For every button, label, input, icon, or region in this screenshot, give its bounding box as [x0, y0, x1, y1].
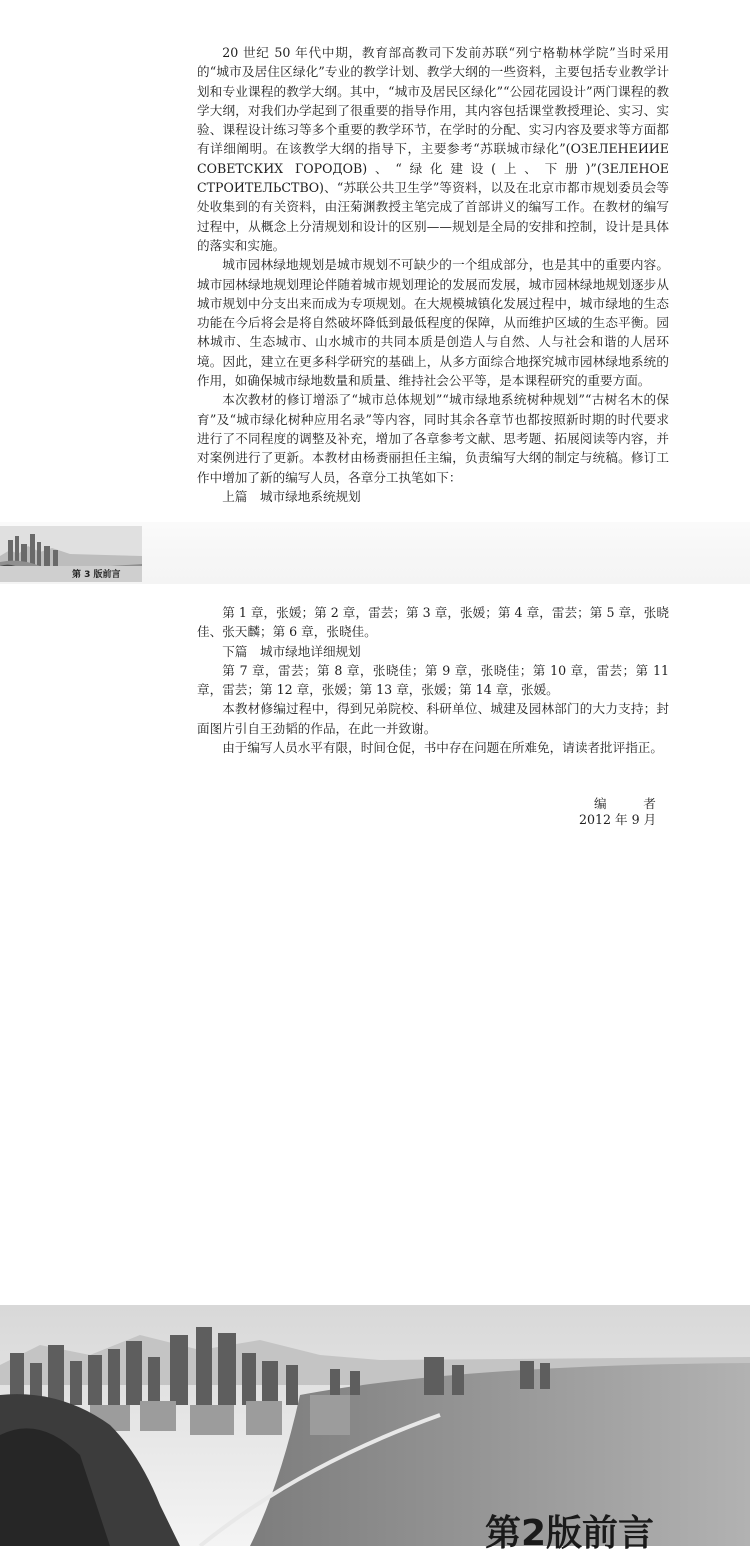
city-coastline-banner-image	[0, 1305, 750, 1546]
running-header-label: 第 3 版前言	[72, 570, 121, 580]
paragraph: 20 世纪 50 年代中期，教育部高教司下发前苏联“列宁格勒林学院”当时采用的“城市及居住区绿化”专业的教学计划、教学大纲的一些资料，主要包括专业教学计划和专业课程的教学大纲。其中，“城市及居民区绿化”“公园花园设计”两门课程的教学大纲，对我们办学起到了很重要的指导作用，其内容包括课堂教授理论、实习、实验、课程设计练习等多个重要的教学环节，在学时的分配、实习内容及要求等方面都有详细阐明。在该教学大纲的指导下，主要参考“苏联城市绿化”(ОЗЕЛЕНЕИИЕ СОВЕТСКИХ ГОРОДОВ)、“绿化建设(上、下册)”(ЗЕЛЕНОЕ СТРОИТЕЛЬСТВО)、“苏联公共卫生学”等资料，以及在北京市都市规划委员会等处收集到的有关资料，由汪菊渊教授主笔完成了首部讲义的编写工作。在教材的编写过程中，从概念上分清规划和设计的区别——规划是全局的安排和控制，设计是具体的落实和实施。	[197, 45, 669, 253]
signature-date: 2012 年 9 月	[579, 812, 657, 827]
paragraph: 第 1 章，张媛；第 2 章，雷芸；第 3 章，张媛；第 4 章，雷芸；第 5 章，张晓佳、张天麟；第 6 章，张晓佳。	[197, 605, 669, 640]
header-thumbnail-image	[0, 526, 142, 582]
paragraph: 本次教材的修订增添了“城市总体规划”“城市绿地系统树种规划”“古树名木的保育”及“城市绿化树种应用名录”等内容，同时其余各章节也都按照新时期的时代要求进行了不同程度的调整及补充，增加了各章参考文献、思考题、拓展阅读等内容，并对案例进行了更新。本教材由杨赉丽担任主编，负责编写大纲的制定与统稿。修订工作中增加了新的编写人员，各章分工执笔如下：	[197, 392, 669, 485]
preface-text-block-1	[197, 43, 669, 506]
preface-text-block-2	[197, 603, 669, 757]
signature: 编 者	[594, 796, 668, 811]
paragraph: 第 7 章，雷芸；第 8 章，张晓佳；第 9 章，张晓佳；第 10 章，雷芸；第 11 章，雷芸；第 12 章，张媛；第 13 章，张媛；第 14 章，张媛。	[197, 662, 669, 698]
part-heading-upper: 上篇 城市绿地系统规划	[222, 488, 361, 504]
paragraph: 本教材修编过程中，得到兄弟院校、科研单位、城建及园林部门的大力支持；封面图片引自王劲韬的作品，在此一并致谢。	[197, 701, 669, 736]
paragraph: 由于编写人员水平有限，时间仓促，书中存在问题在所难免，请读者批评指正。	[222, 740, 663, 756]
banner-title: 第2版前言	[485, 1513, 655, 1554]
paragraph: 城市园林绿地规划是城市规划不可缺少的一个组成部分，也是其中的重要内容。城市园林绿地规划理论伴随着城市规划理论的发展而发展，城市园林绿地规划逐步从城市规划中分支出来而成为专项规划。在大规模城镇化发展过程中，城市绿地的生态功能在今后将会是将自然破坏降低到最低程度的保障，从而维护区域的生态平衡。园林城市、生态城市、山水城市的共同本质是创造人与自然、人与社会和谐的人居环境。因此，建立在更多科学研究的基础上，从多方面综合地探究城市园林绿地系统的作用，如确保城市绿地数量和质量、维持社会公平等，是本课程研究的重要方面。	[197, 257, 669, 389]
part-heading-lower: 下篇 城市绿地详细规划	[222, 643, 361, 659]
